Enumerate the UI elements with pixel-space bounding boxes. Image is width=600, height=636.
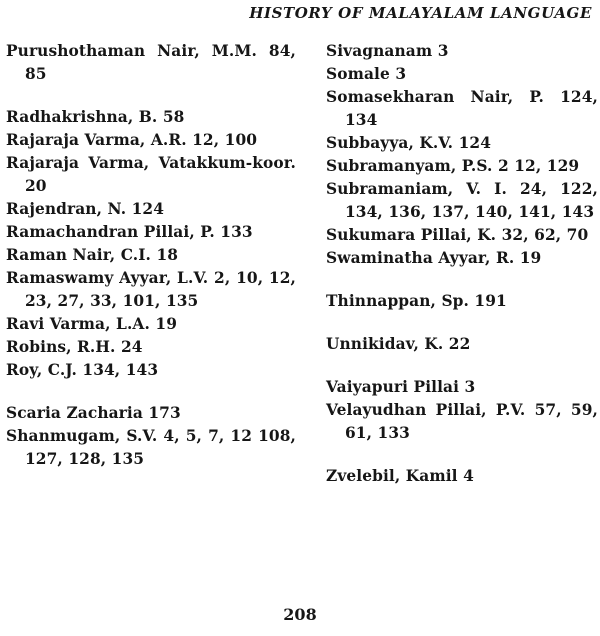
index-entry: Velayudhan Pillai, P.V. 57, 59, 61, 133	[326, 401, 598, 442]
index-entry: Somale 3	[326, 65, 407, 83]
index-entry: Purushothaman Nair, M.M. 84, 85	[6, 42, 296, 83]
index-entry: Zvelebil, Kamil 4	[326, 467, 474, 485]
index-letter-group	[326, 40, 598, 270]
index-entry: Rajendran, N. 124	[6, 200, 165, 218]
index-entry: Ramachandran Pillai, P. 133	[6, 223, 253, 241]
page-number: 208	[283, 605, 317, 624]
running-head-title: HISTORY OF MALAYALAM LANGUAGE	[249, 4, 592, 22]
index-entry: Subramanyam, P.S. 2 12, 129	[326, 157, 580, 175]
index-entry: Subramaniam, V. I. 24, 122, 134, 136, 137, 140, 141, 143	[326, 180, 598, 221]
group-gap	[326, 313, 598, 333]
group-gap	[326, 270, 598, 290]
index-entry: Subbayya, K.V. 124	[326, 134, 492, 152]
index-entry: Swaminatha Ayyar, R. 19	[326, 249, 542, 267]
index-entry: Sivagnanam 3	[326, 42, 449, 60]
group-gap	[326, 356, 598, 376]
index-entry: Sukumara Pillai, K. 32, 62, 70	[326, 226, 589, 244]
index-letter-group	[326, 333, 598, 356]
index-letter-group	[326, 290, 598, 313]
index-column-right	[326, 40, 598, 488]
index-entry: Thinnappan, Sp. 191	[326, 292, 507, 310]
index-letter-group	[326, 465, 598, 488]
group-gap	[326, 445, 598, 465]
index-entry: Unnikidav, K. 22	[326, 335, 471, 353]
index-letter-group	[326, 376, 598, 445]
index-column-left	[6, 40, 296, 471]
index-letter-group	[6, 402, 296, 471]
index-entry: Rajaraja Varma, A.R. 12, 100	[6, 131, 258, 149]
index-entry: Somasekharan Nair, P. 124, 134	[326, 88, 598, 129]
index-entry: Ravi Varma, L.A. 19	[6, 315, 178, 333]
index-entry: Vaiyapuri Pillai 3	[326, 378, 476, 396]
index-entry: Radhakrishna, B. 58	[6, 108, 185, 126]
index-entry: Robins, R.H. 24	[6, 338, 143, 356]
index-entry: Shanmugam, S.V. 4, 5, 7, 12 108, 127, 128, 135	[6, 427, 296, 468]
index-letter-group	[6, 40, 296, 86]
index-entry: Roy, C.J. 134, 143	[6, 361, 159, 379]
index-entry: Ramaswamy Ayyar, L.V. 2, 10, 12, 23, 27, 33, 101, 135	[6, 269, 296, 310]
group-gap	[6, 382, 296, 402]
index-entry: Raman Nair, C.I. 18	[6, 246, 179, 264]
index-entry: Rajaraja Varma, Vatakkum-koor. 20	[6, 154, 296, 195]
index-entry: Scaria Zacharia 173	[6, 404, 181, 422]
group-gap	[6, 86, 296, 106]
index-letter-group	[6, 106, 296, 382]
